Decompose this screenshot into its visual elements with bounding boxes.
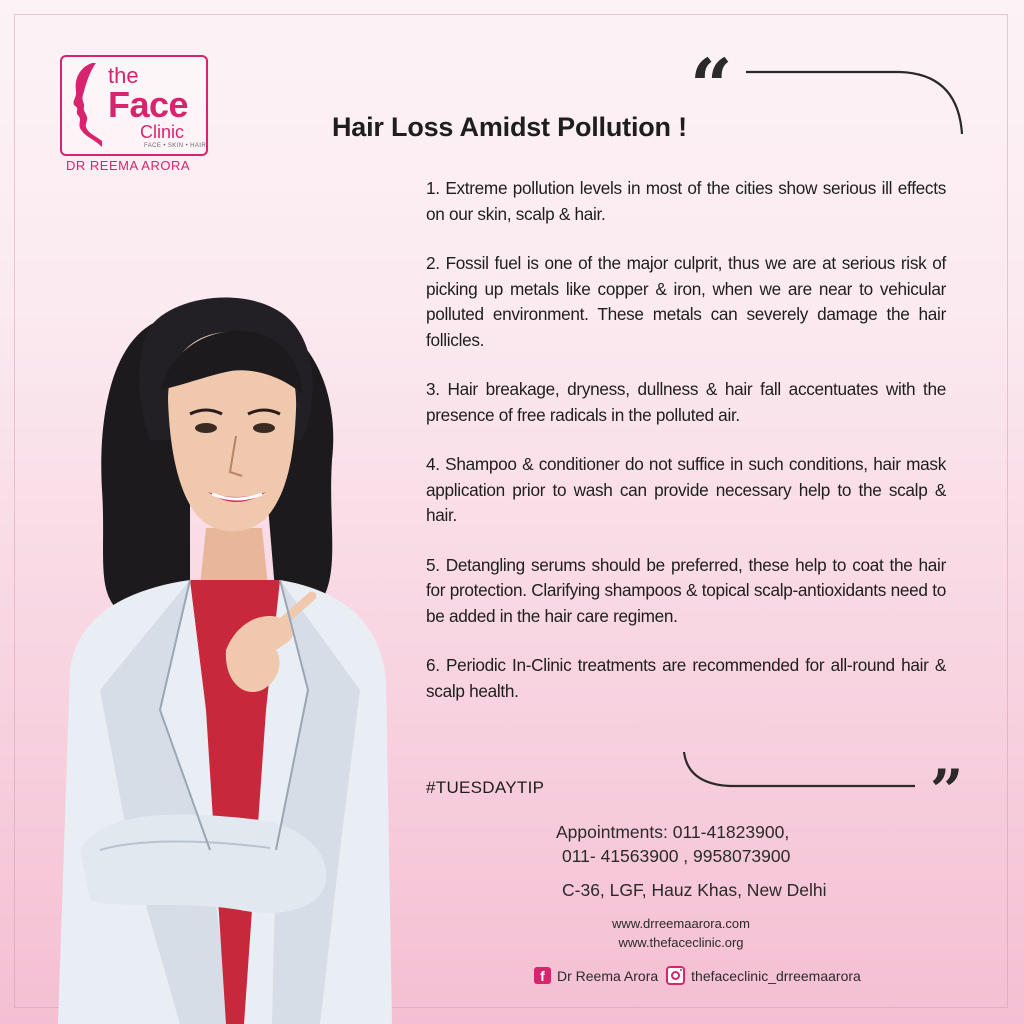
instagram-handle[interactable]: thefaceclinic_drreemaarora (691, 967, 861, 984)
doctor-name: DR REEMA ARORA (66, 158, 191, 173)
clinic-address: C-36, LGF, Hauz Khas, New Delhi (562, 880, 827, 900)
tip-item: 6. Periodic In-Clinic treatments are recommended for all-round hair & scalp health. (426, 655, 946, 701)
face-profile-icon (66, 61, 104, 149)
facebook-name[interactable]: Dr Reema Arora (557, 967, 659, 984)
appointments-line-1: Appointments: 011-41823900, (556, 822, 790, 842)
doctor-illustration (40, 290, 420, 1024)
website-link-thefaceclinic[interactable]: www.thefaceclinic.org (618, 935, 744, 950)
appointments (556, 820, 790, 868)
logo-tagline: FACE • SKIN • HAIR (144, 143, 207, 149)
quote-open-icon: “ (690, 44, 733, 130)
social-handles (534, 966, 861, 985)
logo-the-text: the (108, 63, 139, 88)
website-link-drreemaarora[interactable]: www.drreemaarora.com (612, 916, 750, 931)
quote-close-icon: ” (930, 757, 964, 825)
tip-item: 3. Hair breakage, dryness, dullness & hair fall accentuates with the presence of free radicals in the polluted air. (426, 379, 946, 425)
poster-title: Hair Loss Amidst Pollution ! (332, 112, 687, 142)
facebook-icon[interactable]: f (534, 967, 551, 984)
logo-clinic-text: Clinic (140, 122, 185, 142)
appointments-line-2: 011- 41563900 , 9958073900 (562, 846, 791, 866)
tip-item: 5. Detangling serums should be preferred, these help to coat the hair for protection. Clarifying shampoos & topical scalp-antioxidants need to be added in the hair care regimen. (426, 554, 946, 626)
logo-face-text: Face (108, 84, 189, 125)
tip-item: 1. Extreme pollution levels in most of the cities show serious ill effects on our skin, scalp & hair. (426, 178, 946, 224)
instagram-icon[interactable] (666, 966, 685, 985)
clinic-logo (60, 55, 208, 156)
tip-item: 4. Shampoo & conditioner do not suffice in such conditions, hair mask application prior to wash can provide necessary help to the scalp & hair. (426, 454, 946, 525)
hashtag: #TUESDAYTIP (426, 778, 545, 797)
tips-list (426, 176, 946, 728)
websites (612, 914, 750, 952)
tip-item: 2. Fossil fuel is one of the major culprit, thus we are at serious risk of picking up metals like copper & iron, when we are near to vehicular polluted environment. These metals can severely damage the hair follicles. (426, 253, 946, 350)
